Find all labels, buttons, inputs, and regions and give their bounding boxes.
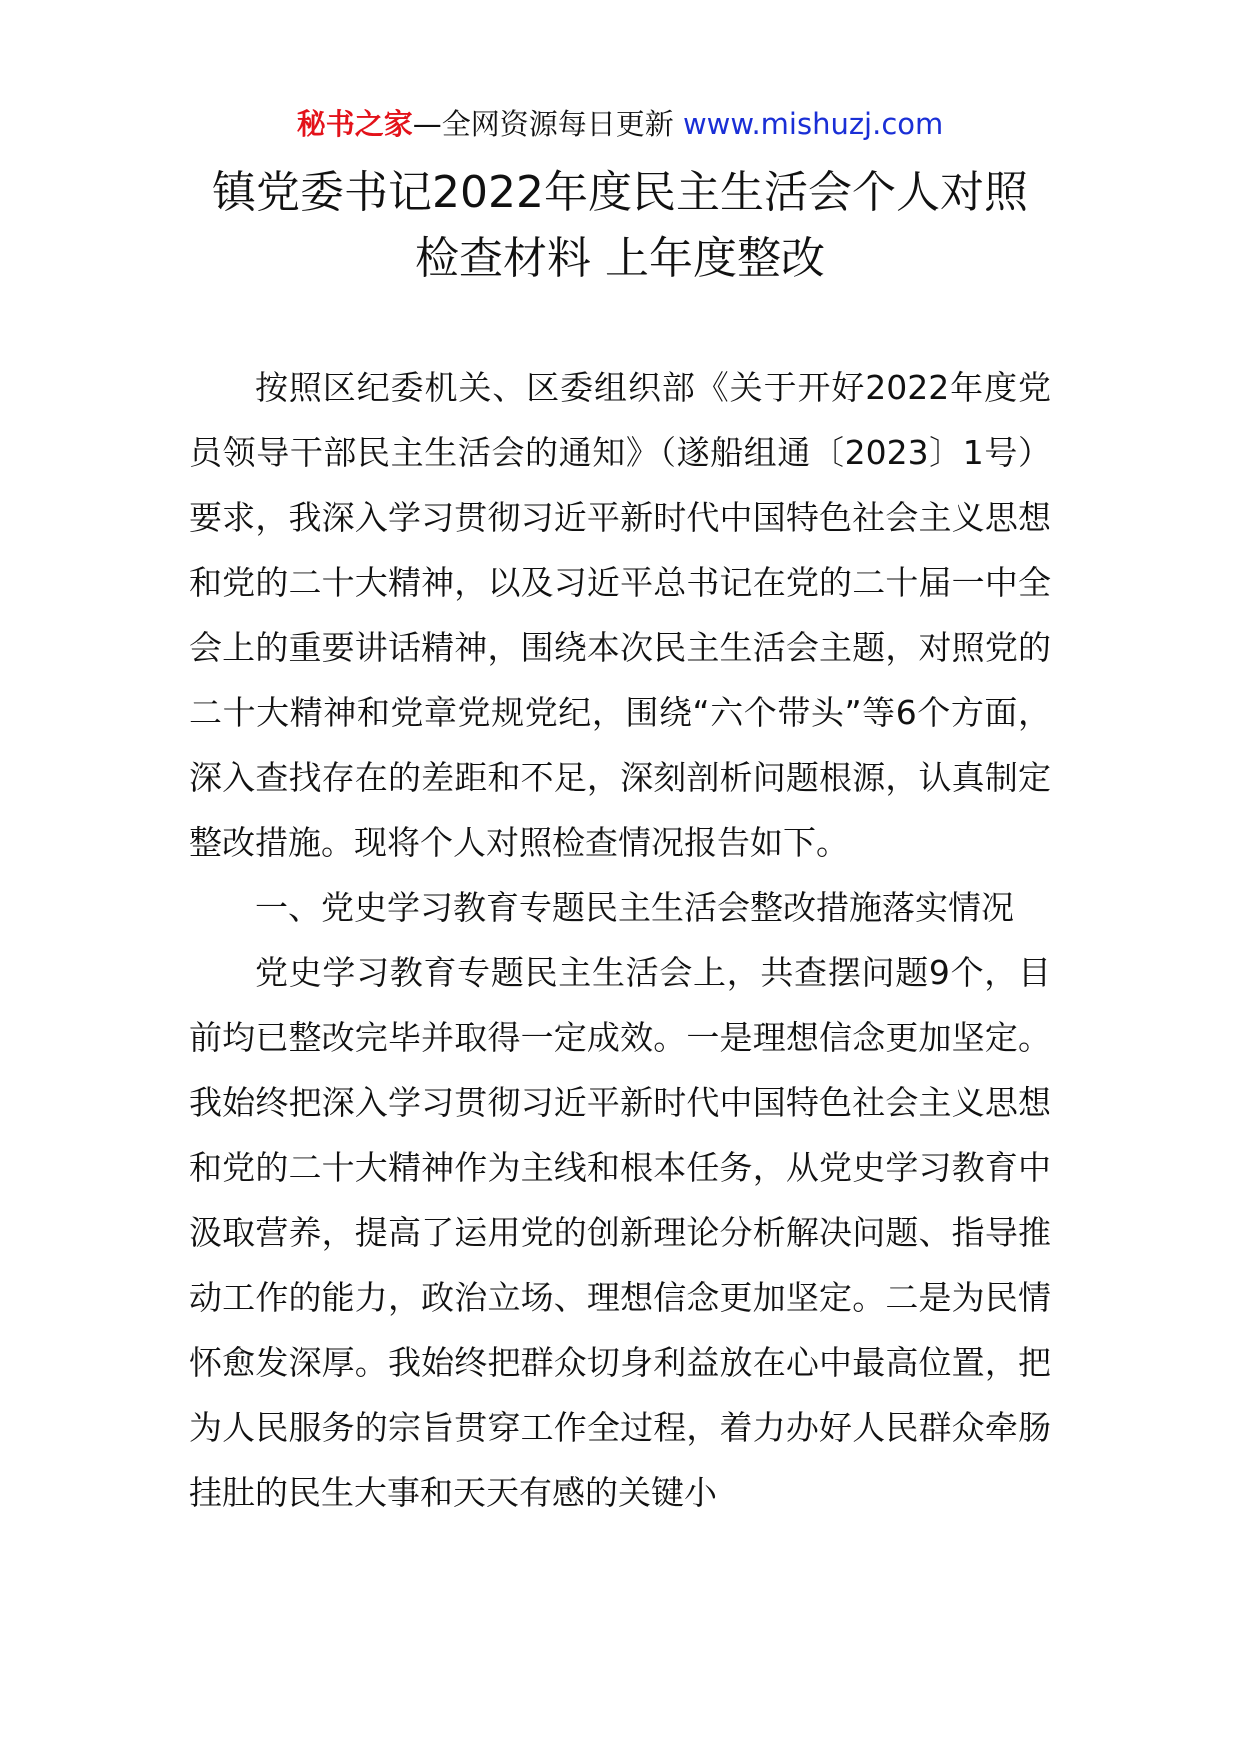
site-slogan: —全网资源每日更新 [412,107,683,141]
document-title [120,160,1120,292]
section-1-paragraph: 党史学习教育专题民主生活会上，共查摆问题9个，目前均已整改完毕并取得一定成效。一是理想信念更加坚定。我始终把深入学习贯彻习近平新时代中国特色社会主义思想和党的二十大精神作为主线和根本任务，从党史学习教育中汲取营养，提高了运用党的创新理论分析解决问题、指导推动工作的能力，政治立场、理想信念更加坚定。二是为民情怀愈发深厚。我始终把群众切身利益放在心中最高位置，把为人民服务的宗旨贯穿工作全过程，着力办好人民群众牵肠挂肚的民生大事和天天有感的关键小 [189,953,1051,1512]
title-line-2: 检查材料 上年度整改 [415,233,825,284]
site-header [0,104,1240,144]
site-url-link[interactable]: www.mishuzj.com [682,107,944,141]
document-body [189,355,1051,1525]
site-name: 秘书之家 [296,107,413,141]
intro-paragraph: 按照区纪委机关、区委组织部《关于开好2022年度党员领导干部民主生活会的通知》（遂船组通〔2023〕1号）要求，我深入学习贯彻习近平新时代中国特色社会主义思想和党的二十大精神，以及习近平总书记在党的二十届一中全会上的重要讲话精神，围绕本次民主生活会主题，对照党的二十大精神和党章党规党纪，围绕“六个带头”等6个方面，深入查找存在的差距和不足，深刻剖析问题根源，认真制定整改措施。现将个人对照检查情况报告如下。 [189,368,1051,862]
title-line-1: 镇党委书记2022年度民主生活会个人对照 [212,167,1028,218]
section-heading-1: 一、党史学习教育专题民主生活会整改措施落实情况 [255,888,1014,927]
